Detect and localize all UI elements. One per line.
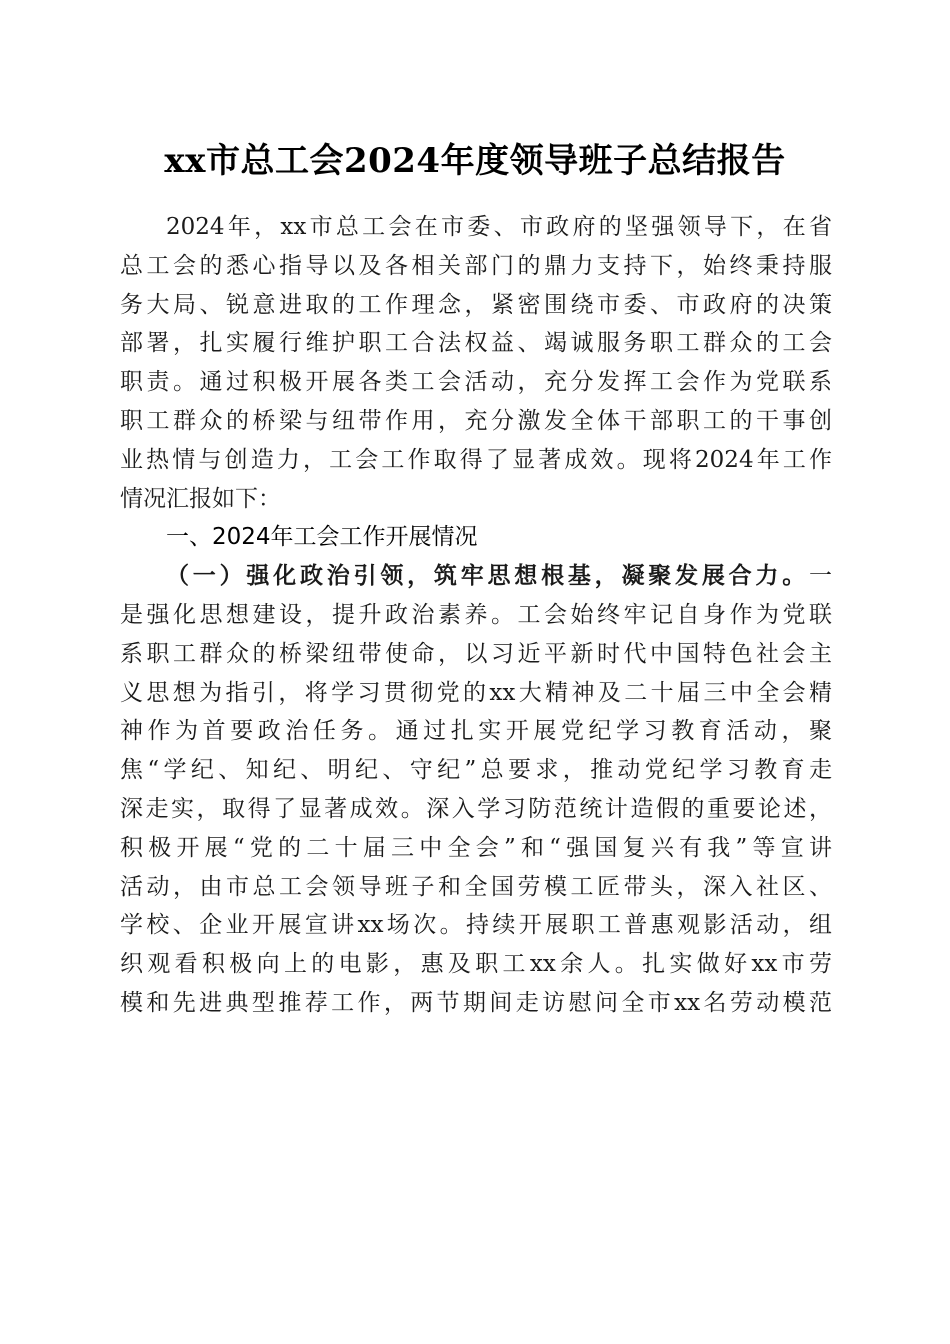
- subsection-lead-tail: 一: [809, 563, 832, 590]
- paragraph-line: 织观看积极向上的电影，惠及职工xx余人。扎实做好xx市劳: [120, 951, 832, 978]
- paragraph-line: 模和先进典型推荐工作，两节期间走访慰问全市xx名劳动模范: [120, 989, 832, 1016]
- subsection-heading: （一）强化政治引领，筑牢思想根基，凝聚发展合力。: [166, 562, 809, 590]
- paragraph-line: 系职工群众的桥梁纽带使命，以习近平新时代中国特色社会主: [120, 640, 832, 667]
- document-body: [120, 208, 832, 1023]
- paragraph-line: 职工群众的桥梁与纽带作用，充分激发全体干部职工的干事创: [120, 407, 832, 434]
- section-heading: 一、2024年工会工作开展情况: [166, 524, 478, 551]
- paragraph-line: 焦“学纪、知纪、明纪、守纪”总要求，推动党纪学习教育走: [120, 757, 832, 784]
- paragraph-line: 积极开展“党的二十届三中全会”和“强国复兴有我”等宣讲: [120, 834, 832, 861]
- document-title: xx市总工会2024年度领导班子总结报告: [164, 141, 786, 181]
- paragraph-line: 业热情与创造力，工会工作取得了显著成效。现将2024年工作: [120, 446, 832, 473]
- paragraph-line: 活动，由市总工会领导班子和全国劳模工匠带头，深入社区、: [120, 873, 832, 900]
- paragraph-line: 职责。通过积极开展各类工会活动，充分发挥工会作为党联系: [120, 369, 832, 396]
- paragraph-line: 务大局、锐意进取的工作理念，紧密围绕市委、市政府的决策: [120, 291, 832, 318]
- paragraph-line: 总工会的悉心指导以及各相关部门的鼎力支持下，始终秉持服: [120, 252, 832, 279]
- subsection-lead-line: [120, 557, 832, 596]
- paragraph-line: 神作为首要政治任务。通过扎实开展党纪学习教育活动，聚: [120, 718, 832, 745]
- paragraph-line: 义思想为指引，将学习贯彻党的xx大精神及二十届三中全会精: [120, 679, 832, 706]
- paragraph-line: 2024年，xx市总工会在市委、市政府的坚强领导下，在省: [166, 214, 832, 240]
- paragraph-line: 是强化思想建设，提升政治素养。工会始终牢记自身作为党联: [120, 601, 832, 628]
- paragraph-line: 部署，扎实履行维护职工合法权益、竭诚服务职工群众的工会: [120, 330, 832, 357]
- paragraph-line: 学校、企业开展宣讲xx场次。持续开展职工普惠观影活动，组: [120, 912, 832, 939]
- paragraph-line: 深走实，取得了显著成效。深入学习防范统计造假的重要论述，: [120, 795, 832, 822]
- paragraph-line: 情况汇报如下：: [120, 485, 281, 512]
